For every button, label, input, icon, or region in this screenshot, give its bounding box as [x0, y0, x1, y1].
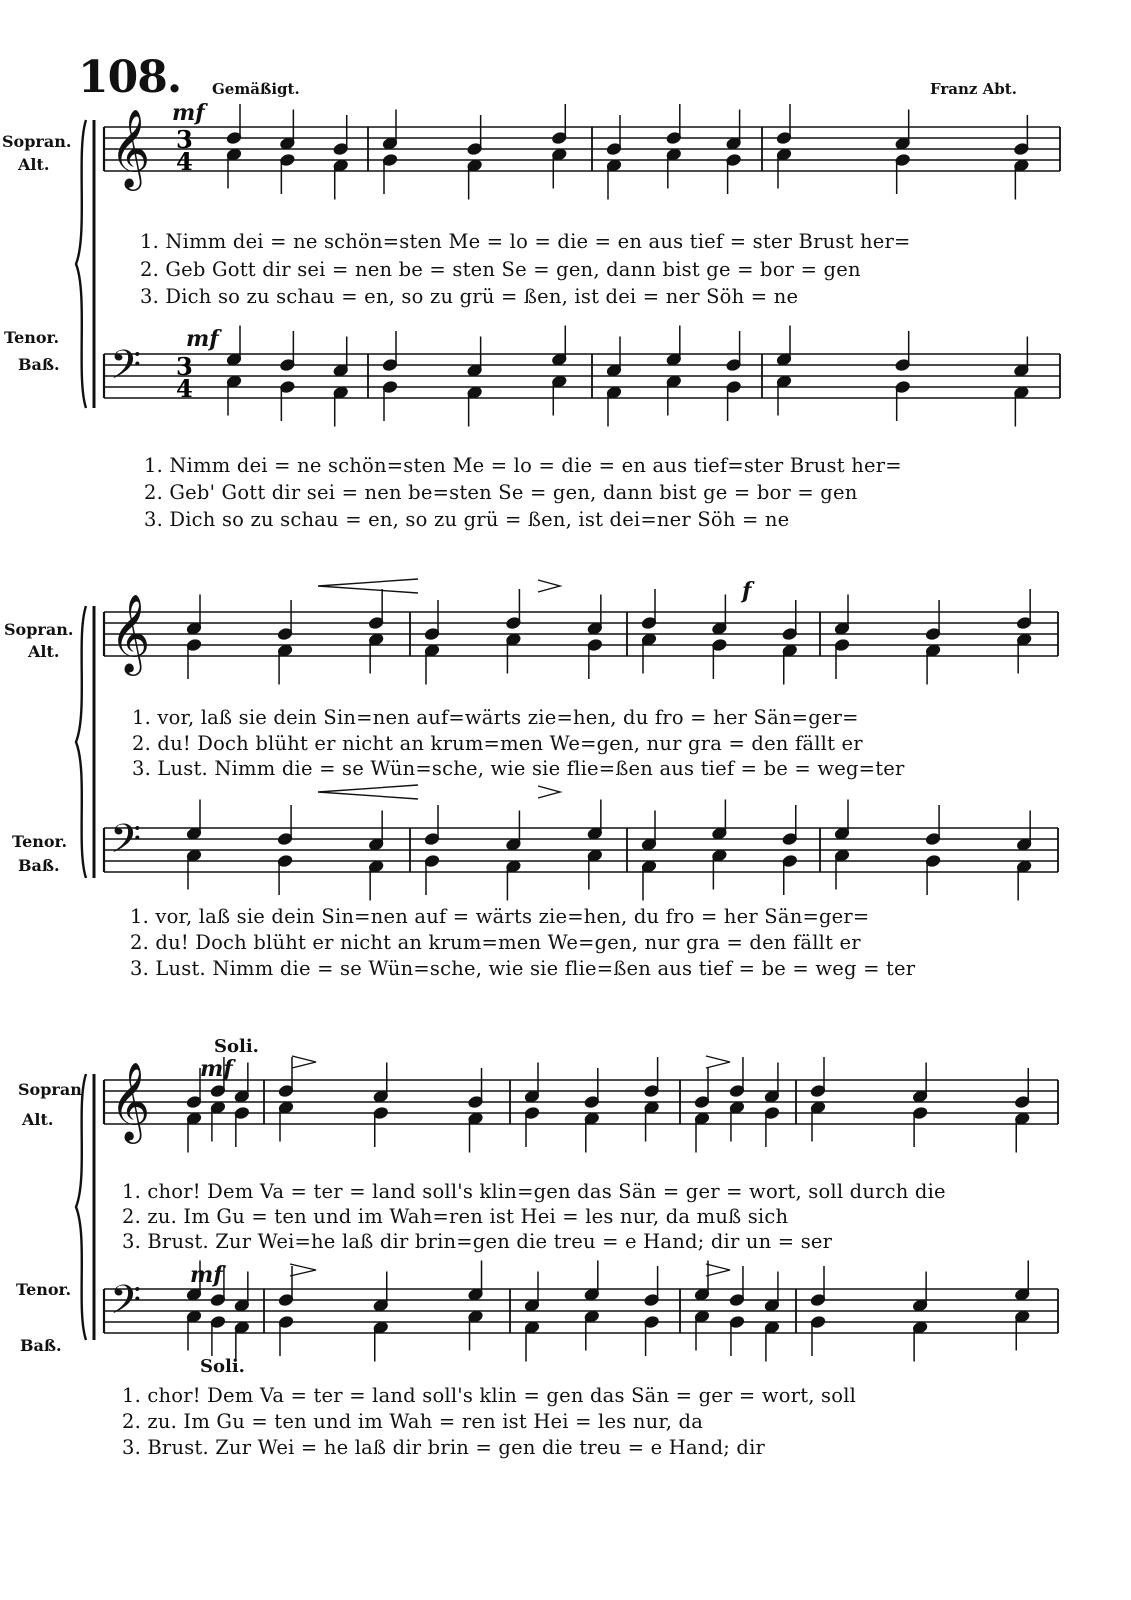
- lyric-line: 3. Brust. Zur Wei=he laß dir brin=gen die treu = e Hand; dir un = ser: [122, 1230, 833, 1253]
- time-signature-top: 3: [176, 124, 193, 154]
- dynamic-mf: mf: [172, 100, 205, 126]
- voice-label-tenor: Tenor.: [16, 1280, 72, 1299]
- lyric-line: 1. Nimm dei = ne schön=sten Me = lo = die = en aus tief=ster Brust her=: [144, 454, 902, 477]
- accent-mark: [290, 1264, 316, 1276]
- lyric-line: 3. Dich so zu schau = en, so zu grü = ßen, ist dei = ner Söh = ne: [140, 285, 799, 308]
- lyric-line: 2. Geb' Gott dir sei = nen be=sten Se = gen, dann bist ge = bor = gen: [144, 481, 858, 504]
- voice-label-soprano: Sopran.: [2, 132, 72, 151]
- tempo-marking: Gemäßigt.: [212, 80, 300, 98]
- lyric-line: 3. Lust. Nimm die = se Wün=sche, wie sie flie=ßen aus tief = be = weg = ter: [130, 957, 916, 980]
- lyric-line: 2. Geb Gott dir sei = nen be = sten Se = gen, dann bist ge = bor = gen: [140, 258, 861, 281]
- soli-marking: Soli.: [200, 1356, 245, 1377]
- accent-mark: [706, 1056, 730, 1068]
- dynamic-f: f: [742, 578, 752, 604]
- lyric-line: 3. Lust. Nimm die = se Wün=sche, wie sie flie=ßen aus tief = be = weg=ter: [132, 757, 905, 780]
- voice-label-alto: Alt.: [18, 155, 50, 174]
- voice-label-alto: Alt.: [22, 1110, 54, 1129]
- voice-label-tenor: Tenor.: [4, 328, 60, 347]
- soli-marking: Soli.: [214, 1036, 259, 1057]
- treble-clef: 𝄞: [110, 594, 151, 674]
- dynamic-mf: mf: [186, 326, 219, 352]
- time-signature-bottom: 4: [176, 146, 193, 176]
- bass-clef: 𝄢: [110, 815, 142, 872]
- bass-clef: 𝄢: [110, 341, 142, 398]
- lyric-line: 1. vor, laß sie dein Sin=nen auf = wärts zie=hen, du fro = her Sän=ger=: [130, 905, 870, 928]
- voice-label-bass: Baß.: [20, 1336, 62, 1355]
- lyric-line: 1. vor, laß sie dein Sin=nen auf=wärts zie=hen, du fro = her Sän=ger=: [132, 706, 859, 729]
- lyric-line: 3. Brust. Zur Wei = he laß dir brin = gen die treu = e Hand; dir: [122, 1436, 766, 1459]
- lyric-line: 3. Dich so zu schau = en, so zu grü = ßen, ist dei=ner Söh = ne: [144, 508, 790, 531]
- crescendo-hairpin: [318, 785, 418, 799]
- accent-mark: [538, 580, 560, 592]
- treble-clef: 𝄞: [110, 109, 151, 189]
- time-signature-top: 3: [176, 351, 193, 381]
- lyric-line: 1. chor! Dem Va = ter = land soll's klin=gen das Sän = ger = wort, soll durch die: [122, 1180, 946, 1203]
- dynamic-mf: mf: [190, 1262, 223, 1288]
- lyric-line: 1. Nimm dei = ne schön=sten Me = lo = die = en aus tief = ster Brust her=: [140, 230, 911, 253]
- accent-mark: [538, 786, 560, 798]
- accent-mark: [292, 1056, 316, 1068]
- accent-mark: [706, 1264, 730, 1276]
- voice-label-alto: Alt.: [28, 642, 60, 661]
- system-brace: [76, 606, 86, 878]
- lyric-line: 1. chor! Dem Va = ter = land soll's klin = gen das Sän = ger = wort, soll: [122, 1384, 857, 1407]
- lyric-line: 2. du! Doch blüht er nicht an krum=men We=gen, nur gra = den fällt er: [132, 732, 863, 755]
- system-brace: [76, 1074, 86, 1340]
- voice-label-tenor: Tenor.: [12, 832, 68, 851]
- dynamic-mf: mf: [200, 1056, 233, 1082]
- voice-label-bass: Baß.: [18, 856, 60, 875]
- voice-label-soprano: Sopran: [18, 1080, 82, 1099]
- song-number: 108.: [78, 52, 182, 103]
- system-brace: [76, 120, 86, 408]
- crescendo-hairpin: [318, 579, 418, 593]
- time-signature-bottom: 4: [176, 373, 193, 403]
- lyric-line: 2. zu. Im Gu = ten und im Wah=ren ist Hei = les nur, da muß sich: [122, 1205, 789, 1228]
- voice-label-soprano: Sopran.: [4, 620, 74, 639]
- composer-name: Franz Abt.: [930, 80, 1017, 98]
- voice-label-bass: Baß.: [18, 355, 60, 374]
- lyric-line: 2. zu. Im Gu = ten und im Wah = ren ist Hei = les nur, da: [122, 1410, 704, 1433]
- bass-clef: 𝄢: [110, 1276, 142, 1333]
- lyric-line: 2. du! Doch blüht er nicht an krum=men We=gen, nur gra = den fällt er: [130, 931, 861, 954]
- treble-clef: 𝄞: [110, 1062, 151, 1142]
